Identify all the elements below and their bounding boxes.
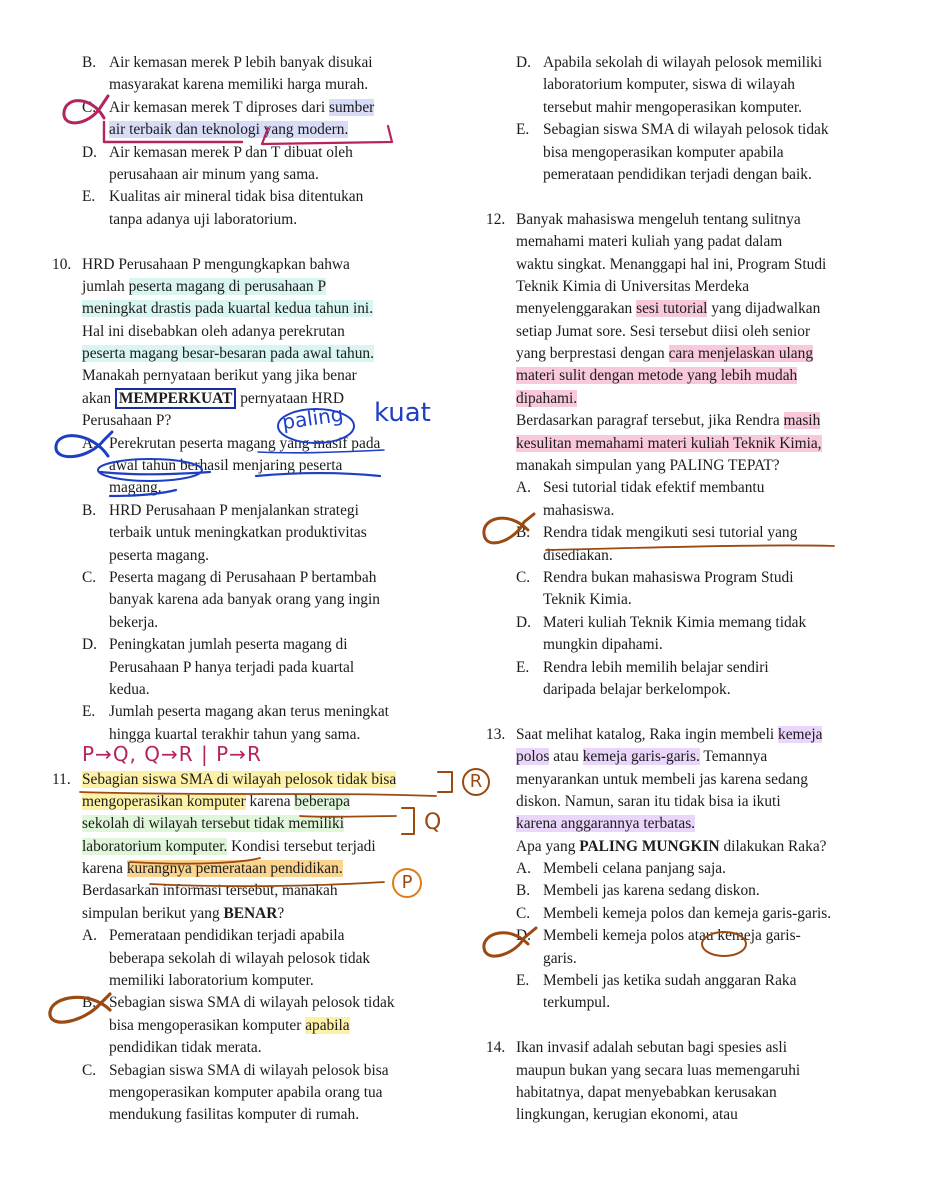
highlight: Sebagian siswa SMA di wilayah pelosok tidak bisa — [82, 770, 397, 788]
line-text: perusahaan air minum yang sama. — [109, 165, 319, 183]
question-number: 14. — [486, 1039, 506, 1057]
highlight: laboratorium komputer. — [82, 837, 228, 855]
option-text-line — [52, 679, 457, 701]
highlight: sumber — [328, 98, 375, 116]
option-letter: D. — [82, 143, 97, 161]
line-text: terbaik untuk meningkatkan produktivitas — [109, 524, 367, 542]
line-text: Manakah pernyataan berikut yang jika benar — [82, 367, 357, 385]
highlight: beberapa — [294, 792, 350, 810]
option-line — [52, 701, 457, 723]
option-line — [52, 1060, 457, 1082]
question-text-line — [486, 791, 886, 813]
line-text: Saat melihat katalog, Raka ingin membeli kemeja — [516, 725, 823, 743]
option-line — [486, 567, 886, 589]
option-line — [52, 992, 457, 1014]
line-text: Membeli celana panjang saja. — [543, 860, 726, 878]
line-text: mendukung fasilitas komputer di rumah. — [109, 1106, 360, 1124]
question-text-line — [52, 343, 457, 365]
option-line — [486, 119, 886, 141]
question-text-line — [486, 836, 886, 858]
option-line — [52, 186, 457, 208]
line-text: HRD Perusahaan P mengungkapkan bahwa — [82, 255, 350, 273]
line-text: yang berprestasi dengan cara menjelaskan ulang — [516, 345, 814, 363]
line-text: akan MEMPERKUAT pernyataan HRD — [82, 389, 345, 407]
option-line — [52, 433, 457, 455]
line-text: polos atau kemeja garis-garis. Temannya — [516, 748, 768, 766]
option-letter: A. — [516, 479, 531, 497]
option-text-line — [52, 164, 457, 186]
line-text: waktu singkat. Menanggapi hal ini, Program Studi — [516, 255, 827, 273]
line-text — [82, 771, 396, 788]
option-text-line — [486, 545, 886, 567]
line-text — [109, 121, 348, 138]
emphasis-keyword: MEMPERKUAT — [115, 388, 236, 409]
option-text-line — [52, 948, 457, 970]
line-text: simpulan berikut yang BENAR? — [82, 904, 285, 922]
line-text: Banyak mahasiswa mengeluh tentang sulitnya — [516, 210, 801, 228]
option-letter: E. — [82, 703, 96, 721]
option-letter: E. — [82, 188, 96, 206]
highlight: kesulitan memahami materi kuliah Teknik Kimia, — [516, 434, 822, 452]
highlight: masih — [783, 412, 821, 430]
line-text: Membeli jas karena sedang diskon. — [543, 882, 760, 900]
line-text: mengoperasikan komputer karena beberapa — [82, 792, 350, 810]
option-line — [52, 97, 457, 119]
option-text-line — [486, 74, 886, 96]
line-text: mahasiswa. — [543, 501, 615, 519]
question-text-line — [486, 433, 886, 455]
line-text: kedua. — [109, 680, 150, 698]
line-text: Membeli kemeja polos atau kemeja garis- — [543, 927, 801, 945]
question-number: 12. — [486, 210, 506, 228]
question-number: 13. — [486, 725, 506, 743]
question-text-line — [52, 276, 457, 298]
line-text: Peningkatan jumlah peserta magang di — [109, 636, 348, 654]
line-text: tanpa adanya uji laboratorium. — [109, 210, 298, 228]
line-text — [516, 367, 797, 384]
highlight: polos — [516, 748, 550, 766]
question-text-line — [52, 365, 457, 387]
highlight: kemeja — [778, 725, 823, 743]
question-text-line — [486, 769, 886, 791]
option-line — [486, 522, 886, 544]
option-text-line — [52, 612, 457, 634]
spacer — [486, 186, 886, 208]
option-letter: B. — [516, 524, 531, 542]
handwritten-paling: paling — [280, 401, 345, 435]
line-text: Sebagian siswa SMA di wilayah pelosok tidak — [543, 121, 829, 139]
question-text-line — [52, 836, 457, 858]
line-text: Apa yang PALING MUNGKIN dilakukan Raka? — [516, 837, 827, 855]
option-letter: D. — [516, 927, 531, 945]
option-line — [486, 612, 886, 634]
line-text: terkumpul. — [543, 994, 611, 1012]
line-text: Teknik Kimia. — [543, 591, 632, 609]
line-text: Perusahaan P? — [82, 412, 172, 430]
line-text: laboratorium komputer, siswa di wilayah — [543, 76, 795, 94]
left-column — [52, 52, 457, 1127]
line-text: Sesi tutorial tidak efektif membantu — [543, 479, 765, 497]
option-line — [486, 903, 886, 925]
option-line — [486, 477, 886, 499]
question-text-line — [486, 298, 886, 320]
highlight: cara menjelaskan ulang — [668, 345, 814, 363]
line-text: bisa mengoperasikan komputer apabila — [109, 1016, 350, 1034]
question-text-line — [486, 1104, 886, 1126]
line-text: Perusahaan P hanya terjadi pada kuartal — [109, 658, 355, 676]
question-text-line — [52, 298, 457, 320]
option-letter: D. — [516, 54, 531, 71]
spacer — [52, 231, 457, 253]
option-line — [52, 52, 457, 74]
line-text: Berdasarkan informasi tersebut, manakah — [82, 882, 338, 900]
line-text: banyak karena ada banyak orang yang ingin — [109, 591, 380, 609]
question-line — [486, 724, 886, 746]
highlight: air terbaik dan teknologi yang modern. — [109, 121, 349, 139]
question-text-line — [486, 321, 886, 343]
line-text: diskon. Namun, saran itu tidak bisa ia ikuti — [516, 792, 781, 810]
option-line — [486, 925, 886, 947]
option-letter: C. — [82, 1061, 97, 1079]
option-letter: B. — [82, 994, 97, 1012]
handwritten-r-mark: R — [462, 768, 490, 796]
option-text-line — [486, 142, 886, 164]
question-number: 10. — [52, 255, 72, 273]
option-text-line — [52, 970, 457, 992]
option-letter: B. — [82, 501, 97, 519]
option-line — [52, 142, 457, 164]
highlight: apabila — [305, 1016, 350, 1034]
emphasis-keyword: PALING MUNGKIN — [579, 837, 720, 855]
highlight: kemeja garis-garis. — [582, 748, 700, 766]
line-text: Membeli jas ketika sudah anggaran Raka — [543, 972, 797, 990]
question-line — [486, 209, 886, 231]
highlight: peserta magang di perusahaan P — [128, 277, 327, 295]
line-text: Berdasarkan paragraf tersebut, jika Rendra masih — [516, 412, 821, 430]
line-text: mengoperasikan komputer apabila orang tua — [109, 1083, 383, 1101]
line-text: Perekrutan peserta magang yang masif pada — [109, 434, 381, 452]
line-text: laboratorium komputer. Kondisi tersebut terjadi — [82, 837, 376, 855]
option-line — [52, 500, 457, 522]
question-text-line — [486, 813, 886, 835]
option-letter: B. — [82, 54, 97, 71]
option-text-line — [52, 522, 457, 544]
question-text-line — [52, 813, 457, 835]
line-text: Rendra tidak mengikuti sesi tutorial yang — [543, 524, 798, 542]
question-text-line — [486, 746, 886, 768]
line-text: Membeli kemeja polos dan kemeja garis-garis. — [543, 904, 832, 922]
handwritten-logic-note: P→Q, Q→R | P→R — [82, 742, 262, 766]
option-letter: A. — [82, 927, 97, 945]
line-text: pendidikan tidak merata. — [109, 1039, 262, 1057]
question-text-line — [486, 1060, 886, 1082]
line-text: magang. — [109, 479, 162, 497]
question-text-line — [52, 791, 457, 813]
highlight: materi sulit dengan metode yang lebih mudah — [516, 367, 798, 385]
line-text — [516, 435, 822, 452]
line-text — [516, 815, 695, 832]
line-text: HRD Perusahaan P menjalankan strategi — [109, 501, 359, 519]
highlight: meningkat drastis pada kuartal kedua tahun ini. — [82, 300, 374, 318]
emphasis-keyword: BENAR — [223, 904, 278, 922]
line-text: Hal ini disebabkan oleh adanya perekrutan — [82, 322, 345, 340]
option-letter: B. — [516, 882, 531, 900]
line-text: Materi kuliah Teknik Kimia memang tidak — [543, 613, 807, 631]
handwritten-p-mark: P — [392, 868, 422, 898]
line-text — [82, 815, 344, 832]
line-text: Rendra lebih memilih belajar sendiri — [543, 658, 769, 676]
question-line — [52, 769, 457, 791]
line-text: Ikan invasif adalah sebutan bagi spesies asli — [516, 1039, 787, 1057]
option-letter: E. — [516, 121, 530, 139]
right-column — [486, 52, 886, 1127]
line-text: hingga kuartal terakhir tahun yang sama. — [109, 725, 361, 743]
highlight: karena anggarannya terbatas. — [516, 815, 696, 833]
option-letter: C. — [516, 904, 531, 922]
paling-circle — [276, 406, 360, 446]
question-text-line — [52, 321, 457, 343]
line-text: peserta magang. — [109, 546, 209, 564]
option-line — [486, 52, 886, 74]
highlight: sesi tutorial — [636, 300, 708, 318]
line-text: masyarakat karena memiliki harga murah. — [109, 76, 369, 94]
option-text-line — [486, 164, 886, 186]
line-text: jumlah peserta magang di perusahaan P — [82, 277, 327, 295]
line-text: Kualitas air mineral tidak bisa ditentukan — [109, 188, 364, 206]
question-text-line — [486, 231, 886, 253]
option-letter: E. — [516, 658, 530, 676]
question-text-line — [486, 276, 886, 298]
line-text: bekerja. — [109, 613, 159, 631]
line-text: menyelenggarakan sesi tutorial yang dijadwalkan — [516, 300, 821, 318]
question-text-line — [486, 410, 886, 432]
question-number: 11. — [52, 770, 71, 788]
option-text-line — [52, 1037, 457, 1059]
option-letter: E. — [516, 972, 530, 990]
option-letter: D. — [516, 613, 531, 631]
option-text-line — [52, 545, 457, 567]
option-text-line — [52, 455, 457, 477]
highlight: dipahami. — [516, 389, 578, 407]
line-text: memiliki laboratorium komputer. — [109, 972, 314, 990]
option-line — [486, 858, 886, 880]
line-text: memahami materi kuliah yang padat dalam — [516, 233, 783, 251]
option-text-line — [52, 589, 457, 611]
line-text: Peserta magang di Perusahaan P bertambah — [109, 568, 377, 586]
line-text: pemerataan pendidikan terjadi dengan baik. — [543, 165, 812, 183]
highlight: sekolah di wilayah tersebut tidak memiliki — [82, 815, 345, 833]
option-line — [52, 634, 457, 656]
option-letter: A. — [82, 434, 97, 452]
line-text: menyarankan untuk membeli jas karena sedang — [516, 770, 808, 788]
option-text-line — [486, 679, 886, 701]
highlight: peserta magang besar-besaran pada awal tahun. — [82, 345, 374, 363]
highlight: mengoperasikan komputer — [82, 792, 246, 810]
line-text: setiap Jumat sore. Sesi tersebut diisi oleh senior — [516, 322, 811, 340]
line-text — [82, 300, 373, 317]
option-text-line — [52, 1082, 457, 1104]
option-text-line — [52, 1015, 457, 1037]
option-line — [52, 925, 457, 947]
option-text-line — [486, 589, 886, 611]
line-text: daripada belajar berkelompok. — [543, 680, 731, 698]
option-letter: A. — [516, 860, 531, 878]
line-text — [516, 390, 577, 407]
option-text-line — [486, 992, 886, 1014]
question-line — [52, 254, 457, 276]
spacer — [486, 701, 886, 723]
question-text-line — [486, 455, 886, 477]
line-text: Apabila sekolah di wilayah pelosok memiliki — [543, 54, 823, 71]
line-text: beberapa sekolah di wilayah pelosok tidak — [109, 949, 371, 967]
line-text: Air kemasan merek P dan T dibuat oleh — [109, 143, 353, 161]
line-text: Jumlah peserta magang akan terus meningkat — [109, 703, 389, 721]
line-text: habitatnya, dapat menyebabkan kerusakan — [516, 1083, 777, 1101]
option-text-line — [52, 119, 457, 141]
question-text-line — [486, 254, 886, 276]
line-text: maupun bukan yang secara luas memengaruhi — [516, 1061, 801, 1079]
option-line — [486, 970, 886, 992]
option-text-line — [52, 657, 457, 679]
line-text: Sebagian siswa SMA di wilayah pelosok bisa — [109, 1061, 389, 1079]
line-text: manakah simpulan yang PALING TEPAT? — [516, 457, 780, 475]
spacer — [486, 1015, 886, 1037]
line-text: Rendra bukan mahasiswa Program Studi — [543, 568, 794, 586]
handwritten-kuat: kuat — [374, 398, 431, 428]
option-text-line — [486, 948, 886, 970]
option-letter: C. — [516, 568, 531, 586]
option-letter: D. — [82, 636, 97, 654]
question-text-line — [52, 903, 457, 925]
line-text: Sebagian siswa SMA di wilayah pelosok tidak — [109, 994, 395, 1012]
option-line — [52, 567, 457, 589]
line-text: bisa mengoperasikan komputer apabila — [543, 143, 784, 161]
line-text: awal tahun berhasil menjaring peserta — [109, 457, 343, 475]
option-line — [486, 657, 886, 679]
question-text-line — [486, 1082, 886, 1104]
line-text: tersebut mahir mengoperasikan komputer. — [543, 98, 803, 116]
handwritten-q-mark: Q — [424, 810, 442, 835]
question-text-line — [486, 343, 886, 365]
option-text-line — [52, 74, 457, 96]
line-text: Air kemasan merek P lebih banyak disukai — [109, 54, 373, 71]
line-text: Air kemasan merek T diproses dari sumber — [109, 98, 375, 116]
option-text-line — [52, 477, 457, 499]
line-text: mungkin dipahami. — [543, 636, 663, 654]
line-text: Teknik Kimia di Universitas Merdeka — [516, 277, 750, 295]
option-text-line — [52, 1104, 457, 1126]
line-text: Pemerataan pendidikan terjadi apabila — [109, 927, 345, 945]
option-text-line — [486, 500, 886, 522]
option-letter: C. — [82, 98, 97, 116]
highlight: kurangnya pemerataan pendidikan. — [126, 860, 343, 878]
line-text: karena kurangnya pemerataan pendidikan. — [82, 860, 343, 878]
line-text — [82, 345, 374, 362]
option-text-line — [486, 97, 886, 119]
question-text-line — [486, 388, 886, 410]
question-line — [486, 1037, 886, 1059]
option-text-line — [52, 209, 457, 231]
line-text: lingkungan, kerugian ekonomi, atau — [516, 1106, 738, 1124]
option-text-line — [486, 634, 886, 656]
line-text: disediakan. — [543, 546, 613, 564]
question-text-line — [486, 365, 886, 387]
line-text: garis. — [543, 949, 577, 967]
option-letter: C. — [82, 568, 97, 586]
option-line — [486, 880, 886, 902]
